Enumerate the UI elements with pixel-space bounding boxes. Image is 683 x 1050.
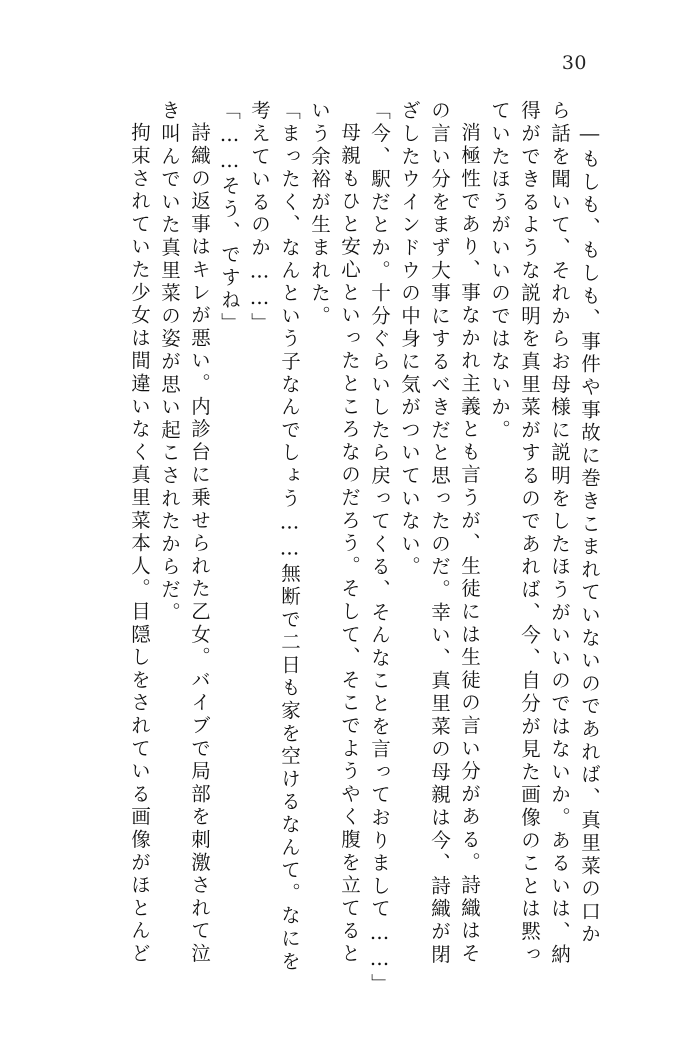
text-column: 母親もひと安心といったところなのだろう。そして、そこでようやく腹を立てると: [338, 122, 361, 966]
text-column: 「今、駅だとか。十分ぐらいしたら戻ってくる、そんなことを言っておりまして……」: [368, 100, 391, 997]
text-column: 「まったく、なんという子なんでしょう……無断で二日も家を空けるなんて。なにを: [278, 100, 301, 974]
text-column: ら話を聞いて、それからお母様に説明をしたほうがいいのではないか。あるいは、納: [548, 100, 571, 967]
text-column: 拘束されていた少女は間違いなく真里菜本人。目隠しをされている画像がほとんど: [128, 122, 151, 966]
text-column: ていたほうがいいのではないか。: [488, 100, 511, 442]
text-column: 消極性であり、事なかれ主義とも言うが、生徒には生徒の言い分がある。詩織はそ: [458, 122, 481, 966]
text-column: ―もしも、もしも、事件や事故に巻きこまれていないのであれば、真里菜の口か: [578, 122, 601, 947]
text-column: き叫んでいた真里菜の姿が思い起こされたからだ。: [158, 100, 181, 625]
text-column: 考えているのか……」: [248, 100, 271, 335]
page-number: 30: [561, 52, 587, 74]
text-column: 得ができるような説明を真里菜がするのであれば、今、自分が見た画像のことは黙っ: [518, 100, 541, 967]
text-column: 詩織の返事はキレが悪い。内診台に乗せられた乙女。バイブで局部を刺激されて泣: [188, 122, 211, 966]
text-column: いう余裕が生まれた。: [308, 100, 331, 328]
text-column: ざしたウインドウの中身に気がついていない。: [398, 100, 421, 579]
text-column: の言い分をまず大事にするべきだと思ったのだ。幸い、真里菜の母親は今、詩織が閉: [428, 100, 451, 967]
body-text-block: [52, 100, 601, 997]
text-column: 「……そう、ですね」: [218, 100, 241, 335]
